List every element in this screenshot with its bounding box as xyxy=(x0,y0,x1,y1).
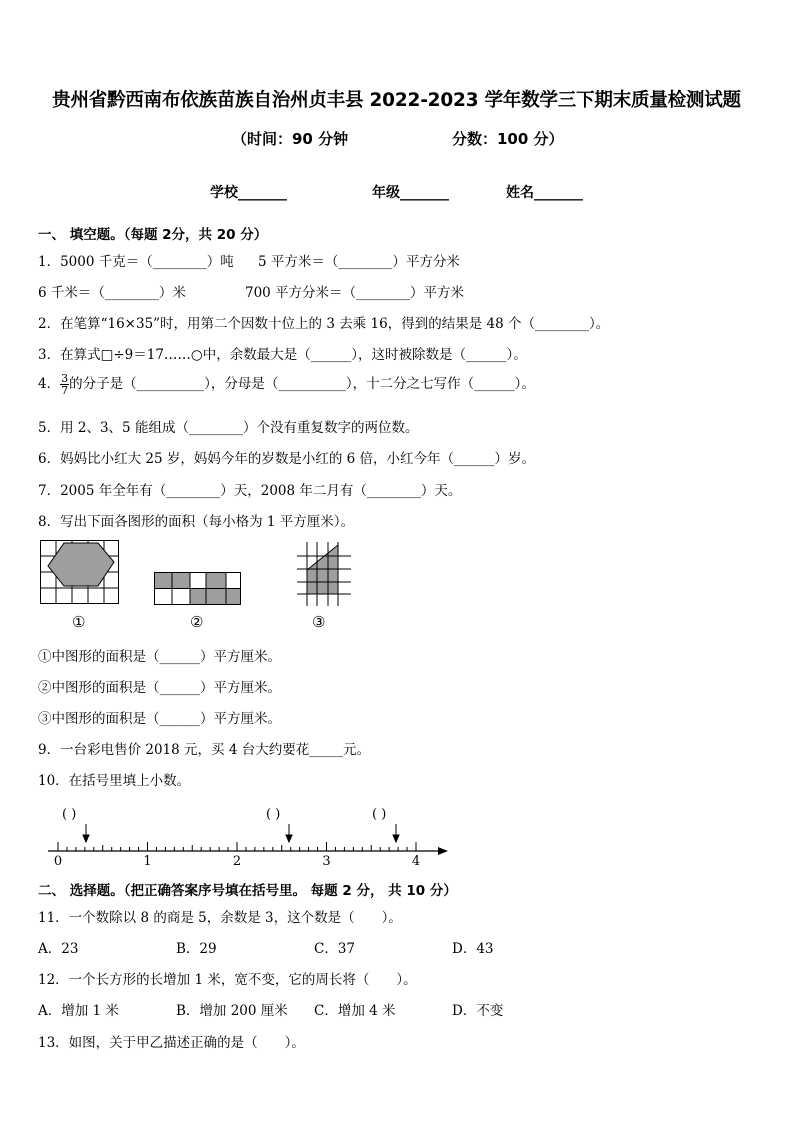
question-8: 8．写出下面各图形的面积（每小格为 1 平方厘米）。 xyxy=(38,514,355,530)
question-6: 6．妈妈比小红大 25 岁，妈妈今年的岁数是小红的 6 倍，小红今年（______）岁。 xyxy=(38,451,536,467)
figure-2-label: ② xyxy=(190,613,204,631)
question-5: 5．用 2、3、5 能组成（________）个没有重复数字的两位数。 xyxy=(38,420,419,436)
school-field: 学校_______ xyxy=(210,185,287,201)
numberline-pointer-1-head xyxy=(83,835,89,842)
numberline-label: 2 xyxy=(232,854,242,869)
numberline-label: 0 xyxy=(53,854,63,869)
fraction-denominator: 7 xyxy=(61,384,69,397)
grade-field: 年级_______ xyxy=(372,185,449,201)
section-1-heading: 一、 填空题。（每题 2分，共 20 分） xyxy=(38,227,268,243)
question-12-option-a: A．增加 1 米 xyxy=(38,1003,119,1019)
exam-title: 贵州省黔西南布依族苗族自治州贞丰县 2022-2023 学年数学三下期末质量检测试题 xyxy=(52,90,741,111)
figure-3-label: ③ xyxy=(312,613,326,631)
numberline-label: 3 xyxy=(322,854,331,869)
number-line-arrow xyxy=(438,847,448,855)
name-field: 姓名_______ xyxy=(506,185,583,201)
fraction-numerator: 3 xyxy=(61,372,69,385)
question-11-option-a: A．23 xyxy=(38,941,79,957)
question-11-option-b: B．29 xyxy=(176,941,217,957)
figure-1-label: ① xyxy=(72,613,86,631)
numberline-label: 1 xyxy=(143,854,152,869)
numberline-blank-1: ( ) xyxy=(62,807,77,822)
question-1c: 6 千米＝（________）米 xyxy=(38,285,186,301)
figure-3-grid xyxy=(297,542,353,606)
question-2: 2．在笔算“16×35”时，用第二个因数十位上的 3 去乘 16，得到的结果是 48 个（________）。 xyxy=(38,316,610,332)
numberline-label: 4 xyxy=(411,854,421,869)
section-2-heading: 二、 选择题。（把正确答案序号填在括号里。 每题 2 分， 共 10 分） xyxy=(38,883,457,899)
question-13: 13．如图，关于甲乙描述正确的是（ ）。 xyxy=(38,1035,305,1051)
numberline-blank-3: ( ) xyxy=(372,807,387,822)
question-12: 12．一个长方形的长增加 1 米，宽不变，它的周长将（ ）。 xyxy=(38,972,417,988)
question-12-option-c: C．增加 4 米 xyxy=(314,1003,396,1019)
question-4-prefix: 4． xyxy=(38,376,61,392)
question-11-option-c: C．37 xyxy=(314,941,356,957)
exam-score: 分数：100 分） xyxy=(452,130,564,148)
number-line xyxy=(40,800,460,872)
question-8b: ②中图形的面积是（______）平方厘米。 xyxy=(38,680,281,696)
figure-2-grid xyxy=(154,572,242,606)
numberline-blank-2: ( ) xyxy=(266,807,281,822)
question-10: 10．在括号里填上小数。 xyxy=(38,773,191,789)
question-1a: 1．5000 千克＝（________）吨 xyxy=(38,254,234,270)
figure-1-grid xyxy=(40,540,120,605)
question-12-option-d: D．不变 xyxy=(452,1003,504,1019)
question-1d: 700 平方分米＝（________）平方米 xyxy=(245,285,465,301)
question-8a: ①中图形的面积是（______）平方厘米。 xyxy=(38,649,281,665)
question-3: 3．在算式□÷9＝17……○中，余数最大是（______），这时被除数是（______）。 xyxy=(38,347,527,363)
question-1b: 5 平方米＝（________）平方分米 xyxy=(258,254,460,270)
question-8c: ③中图形的面积是（______）平方厘米。 xyxy=(38,711,281,727)
exam-time: （时间：90 分钟 xyxy=(232,130,349,148)
numberline-pointer-2-head xyxy=(286,835,292,842)
question-7: 7．2005 年全年有（________）天，2008 年二月有（________）天。 xyxy=(38,483,462,499)
question-4-text: 的分子是（__________），分母是（__________），十二分之七写作（______）。 xyxy=(69,376,535,392)
question-12-option-b: B．增加 200 厘米 xyxy=(176,1003,288,1019)
question-11: 11．一个数除以 8 的商是 5，余数是 3，这个数是（ ）。 xyxy=(38,910,402,926)
question-9: 9．一台彩电售价 2018 元，买 4 台大约要花_____元。 xyxy=(38,742,370,758)
question-11-option-d: D．43 xyxy=(452,941,494,957)
question-4 xyxy=(38,372,535,396)
numberline-pointer-3-head xyxy=(393,835,399,842)
fraction xyxy=(60,373,69,396)
